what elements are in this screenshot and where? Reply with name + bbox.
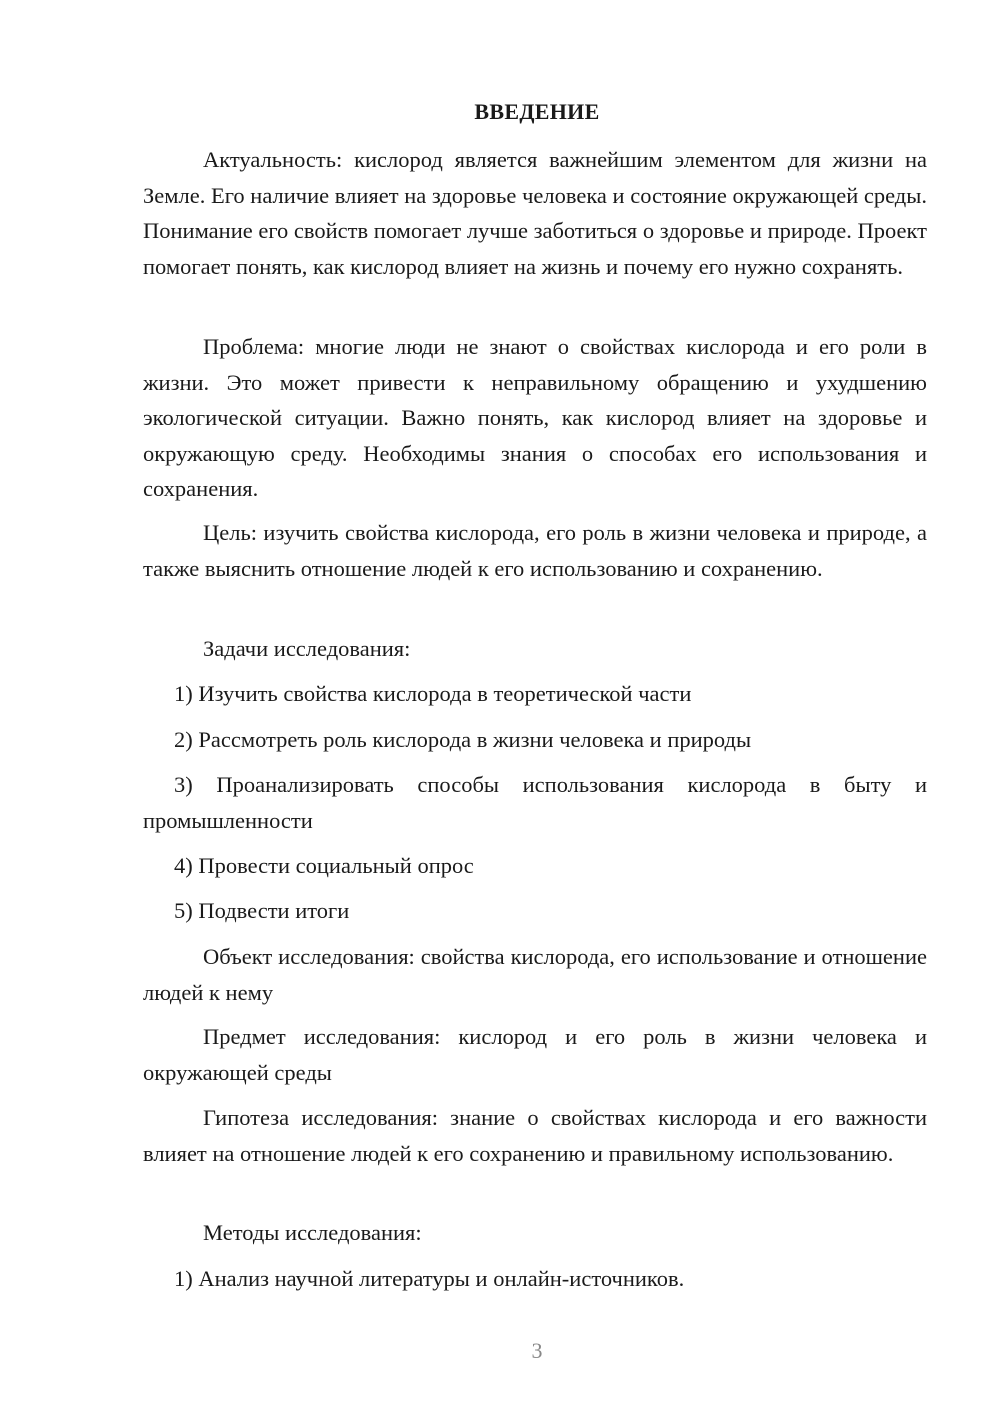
methods-heading: Методы исследования: bbox=[203, 1220, 422, 1245]
task-item-1: 1) Изучить свойства кислорода в теоретической части bbox=[174, 681, 692, 706]
tasks-heading: Задачи исследования: bbox=[203, 636, 411, 661]
relevance-paragraph: Актуальность: кислород является важнейшим элементом для жизни на Земле. Его наличие влияет на здоровье человека и состояние окружающей среды. Понимание его свойств помогает лучше заботиться о здоровье и природе. Проект помогает понять, как кислород влияет на жизнь и почему его нужно сохранять. bbox=[143, 147, 927, 279]
research-object-paragraph: Объект исследования: свойства кислорода, его использование и отношение людей к нему bbox=[143, 944, 927, 1005]
research-hypothesis-paragraph: Гипотеза исследования: знание о свойствах кислорода и его важности влияет на отношение людей к его сохранению и правильному использованию. bbox=[143, 1105, 927, 1166]
section-title: ВВЕДЕНИЕ bbox=[474, 99, 600, 124]
research-subject-paragraph: Предмет исследования: кислород и его роль в жизни человека и окружающей среды bbox=[143, 1024, 927, 1085]
method-item-1: 1) Анализ научной литературы и онлайн-источников. bbox=[174, 1266, 685, 1291]
task-item-2: 2) Рассмотреть роль кислорода в жизни человека и природы bbox=[174, 727, 752, 752]
page-number: 3 bbox=[531, 1338, 543, 1363]
task-item-3: 3) Проанализировать способы использования кислорода в быту и промышленности bbox=[143, 772, 927, 833]
task-item-4: 4) Провести социальный опрос bbox=[174, 853, 474, 878]
task-item-5: 5) Подвести итоги bbox=[174, 898, 350, 923]
goal-paragraph: Цель: изучить свойства кислорода, его роль в жизни человека и природе, а также выяснить отношение людей к его использованию и сохранению. bbox=[143, 520, 927, 581]
problem-paragraph: Проблема: многие люди не знают о свойствах кислорода и его роли в жизни. Это может привести к неправильному обращению и ухудшению экологической ситуации. Важно понять, как кислород влияет на здоровье и окружающую среду. Необходимы знания о способах его использования и сохранения. bbox=[143, 334, 927, 501]
